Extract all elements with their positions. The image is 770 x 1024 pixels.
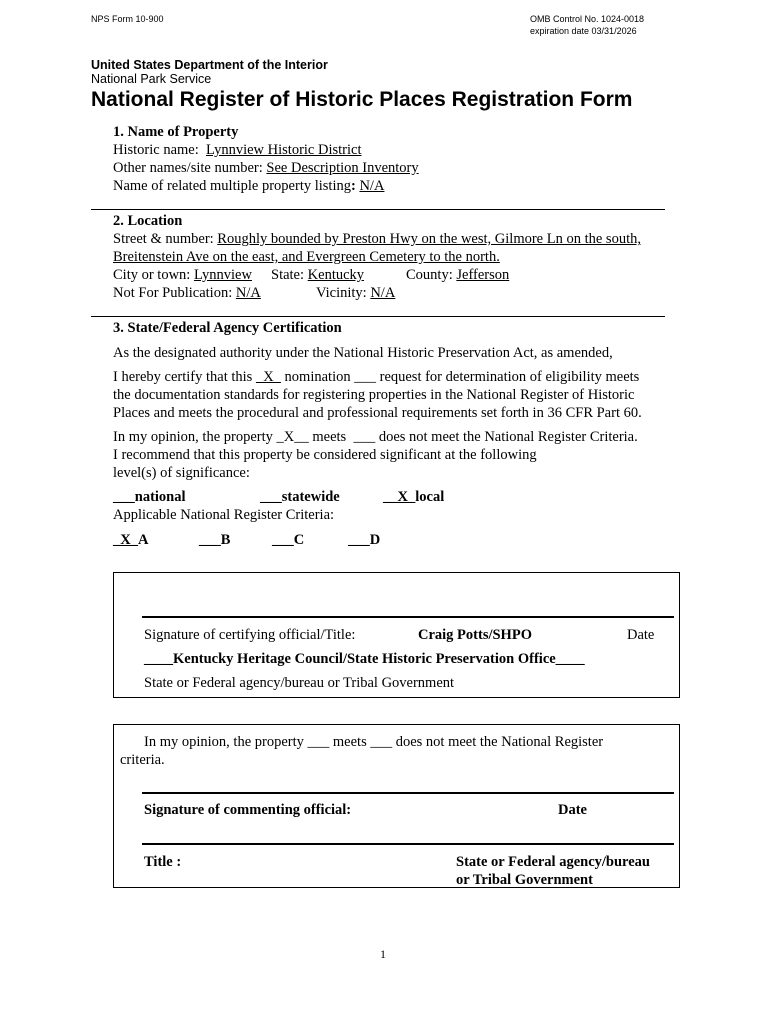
certify-line1: [113, 369, 639, 386]
section-divider: [91, 209, 665, 210]
opinion-line: [113, 429, 638, 446]
recommend-line1: I recommend that this property be considered significant at the following: [113, 447, 537, 463]
certifying-agency: ____Kentucky Heritage Council/State Historic Preservation Office____: [144, 651, 585, 667]
commenting-opinion-line2: criteria.: [120, 752, 165, 768]
related-listing-value[interactable]: N/A: [359, 178, 385, 194]
section3-heading: 3. State/Federal Agency Certification: [113, 320, 342, 336]
certifying-signature-label: Signature of certifying official/Title:: [144, 627, 356, 643]
criteria-a-label: A: [137, 532, 149, 548]
state-label: State:: [271, 267, 305, 283]
commenting-not-meets-label: does not meet the National Register: [395, 734, 604, 750]
vicinity-label: Vicinity:: [316, 285, 367, 301]
section1-heading: 1. Name of Property: [113, 124, 239, 140]
vicinity-value[interactable]: N/A: [370, 285, 396, 301]
not-for-publication-label: Not For Publication:: [113, 285, 233, 301]
level-local-label: local: [415, 489, 445, 505]
other-names-value[interactable]: See Description Inventory: [266, 160, 419, 176]
historic-name-row: [113, 142, 361, 159]
criteria-d[interactable]: ___D: [348, 532, 381, 548]
county-row: [406, 267, 509, 284]
recommend-line2: level(s) of significance:: [113, 465, 250, 481]
commenting-opinion-prefix: In my opinion, the property: [144, 734, 304, 750]
not-for-publication-row: [113, 285, 261, 302]
city-value[interactable]: Lynnview: [193, 267, 252, 283]
expiration-date: expiration date 03/31/2026: [530, 26, 637, 36]
historic-name-value[interactable]: Lynnview Historic District: [206, 142, 362, 158]
section2-heading: 2. Location: [113, 213, 183, 229]
certify-prefix: I hereby certify that this: [113, 369, 253, 385]
authority-intro: As the designated authority under the National Historic Preservation Act, as amended,: [113, 345, 613, 361]
meets-label: meets: [312, 429, 347, 445]
level-local-checkmark[interactable]: __X_: [383, 489, 416, 505]
commenting-meets-label: meets: [332, 734, 367, 750]
section-divider: [91, 316, 665, 317]
vicinity-row: [316, 285, 395, 302]
criteria-a-checkmark[interactable]: _X_: [113, 532, 138, 548]
criteria-a[interactable]: [113, 532, 148, 549]
related-listing-colon: :: [350, 178, 356, 194]
related-listing-row: [113, 178, 384, 195]
commenting-meets-blank[interactable]: ___: [307, 734, 330, 750]
department-name: United States Department of the Interior: [91, 58, 328, 72]
street-value-line2[interactable]: Breitenstein Ave on the east, and Evergreen Cemetery to the north.: [113, 249, 500, 265]
certifying-signature-line[interactable]: [142, 616, 674, 618]
historic-name-label: Historic name:: [113, 142, 199, 158]
certifying-official-name: Craig Potts/SHPO: [418, 627, 532, 643]
certifying-agency-caption: State or Federal agency/bureau or Tribal Government: [144, 675, 455, 691]
commenting-signature-line[interactable]: [142, 792, 674, 794]
level-statewide[interactable]: ___statewide: [260, 489, 340, 505]
opinion-prefix: In my opinion, the property: [113, 429, 273, 445]
street-value-line1[interactable]: Roughly bounded by Preston Hwy on the west, Gilmore Ln on the south,: [217, 231, 641, 247]
commenting-agency-line1: State or Federal agency/bureau: [456, 854, 650, 870]
state-row: [271, 267, 364, 284]
level-local[interactable]: [383, 489, 444, 506]
request-label: request for determination of eligibility meets: [379, 369, 640, 385]
criteria-b[interactable]: ___B: [199, 532, 231, 548]
commenting-signature-label: Signature of commenting official:: [144, 802, 352, 818]
form-number: NPS Form 10-900: [91, 14, 164, 24]
city-label: City or town:: [113, 267, 191, 283]
street-label: Street & number:: [113, 231, 214, 247]
state-value[interactable]: Kentucky: [307, 267, 365, 283]
commenting-opinion-line1: [144, 734, 603, 751]
page-number: 1: [380, 947, 386, 961]
nomination-label: nomination: [284, 369, 351, 385]
not-meets-blank[interactable]: ___: [353, 429, 376, 445]
certify-line2: the documentation standards for registering properties in the National Register of Historic: [113, 387, 635, 403]
commenting-title-label: Title :: [144, 854, 182, 870]
commenting-not-meets-blank[interactable]: ___: [370, 734, 393, 750]
commenting-official-box: [113, 724, 680, 888]
other-names-label: Other names/site number:: [113, 160, 263, 176]
form-title: National Register of Historic Places Registration Form: [91, 88, 633, 111]
certifying-date-label: Date: [627, 627, 655, 643]
county-value[interactable]: Jefferson: [456, 267, 510, 283]
commenting-title-line[interactable]: [142, 843, 674, 845]
meets-checkmark[interactable]: _X__: [276, 429, 309, 445]
not-for-publication-value[interactable]: N/A: [235, 285, 261, 301]
certifying-official-box: [113, 572, 680, 698]
service-name: National Park Service: [91, 72, 212, 86]
related-listing-label: Name of related multiple property listing: [113, 178, 351, 194]
certify-line3: Places and meets the procedural and professional requirements set forth in 36 CFR Part 60.: [113, 405, 642, 421]
street-row: [113, 231, 641, 248]
request-blank[interactable]: ___: [354, 369, 376, 385]
commenting-date-label: Date: [558, 802, 587, 818]
nomination-checkmark[interactable]: X: [255, 369, 281, 385]
commenting-agency-line2: or Tribal Government: [456, 872, 593, 888]
criteria-label: Applicable National Register Criteria:: [113, 507, 335, 523]
criteria-c[interactable]: ___C: [272, 532, 305, 548]
omb-control-number: OMB Control No. 1024-0018: [530, 14, 645, 24]
not-meets-label: does not meet the National Register Criteria.: [378, 429, 638, 445]
city-row: [113, 267, 252, 284]
county-label: County:: [406, 267, 453, 283]
other-names-row: [113, 160, 419, 177]
level-national[interactable]: ___national: [113, 489, 186, 505]
